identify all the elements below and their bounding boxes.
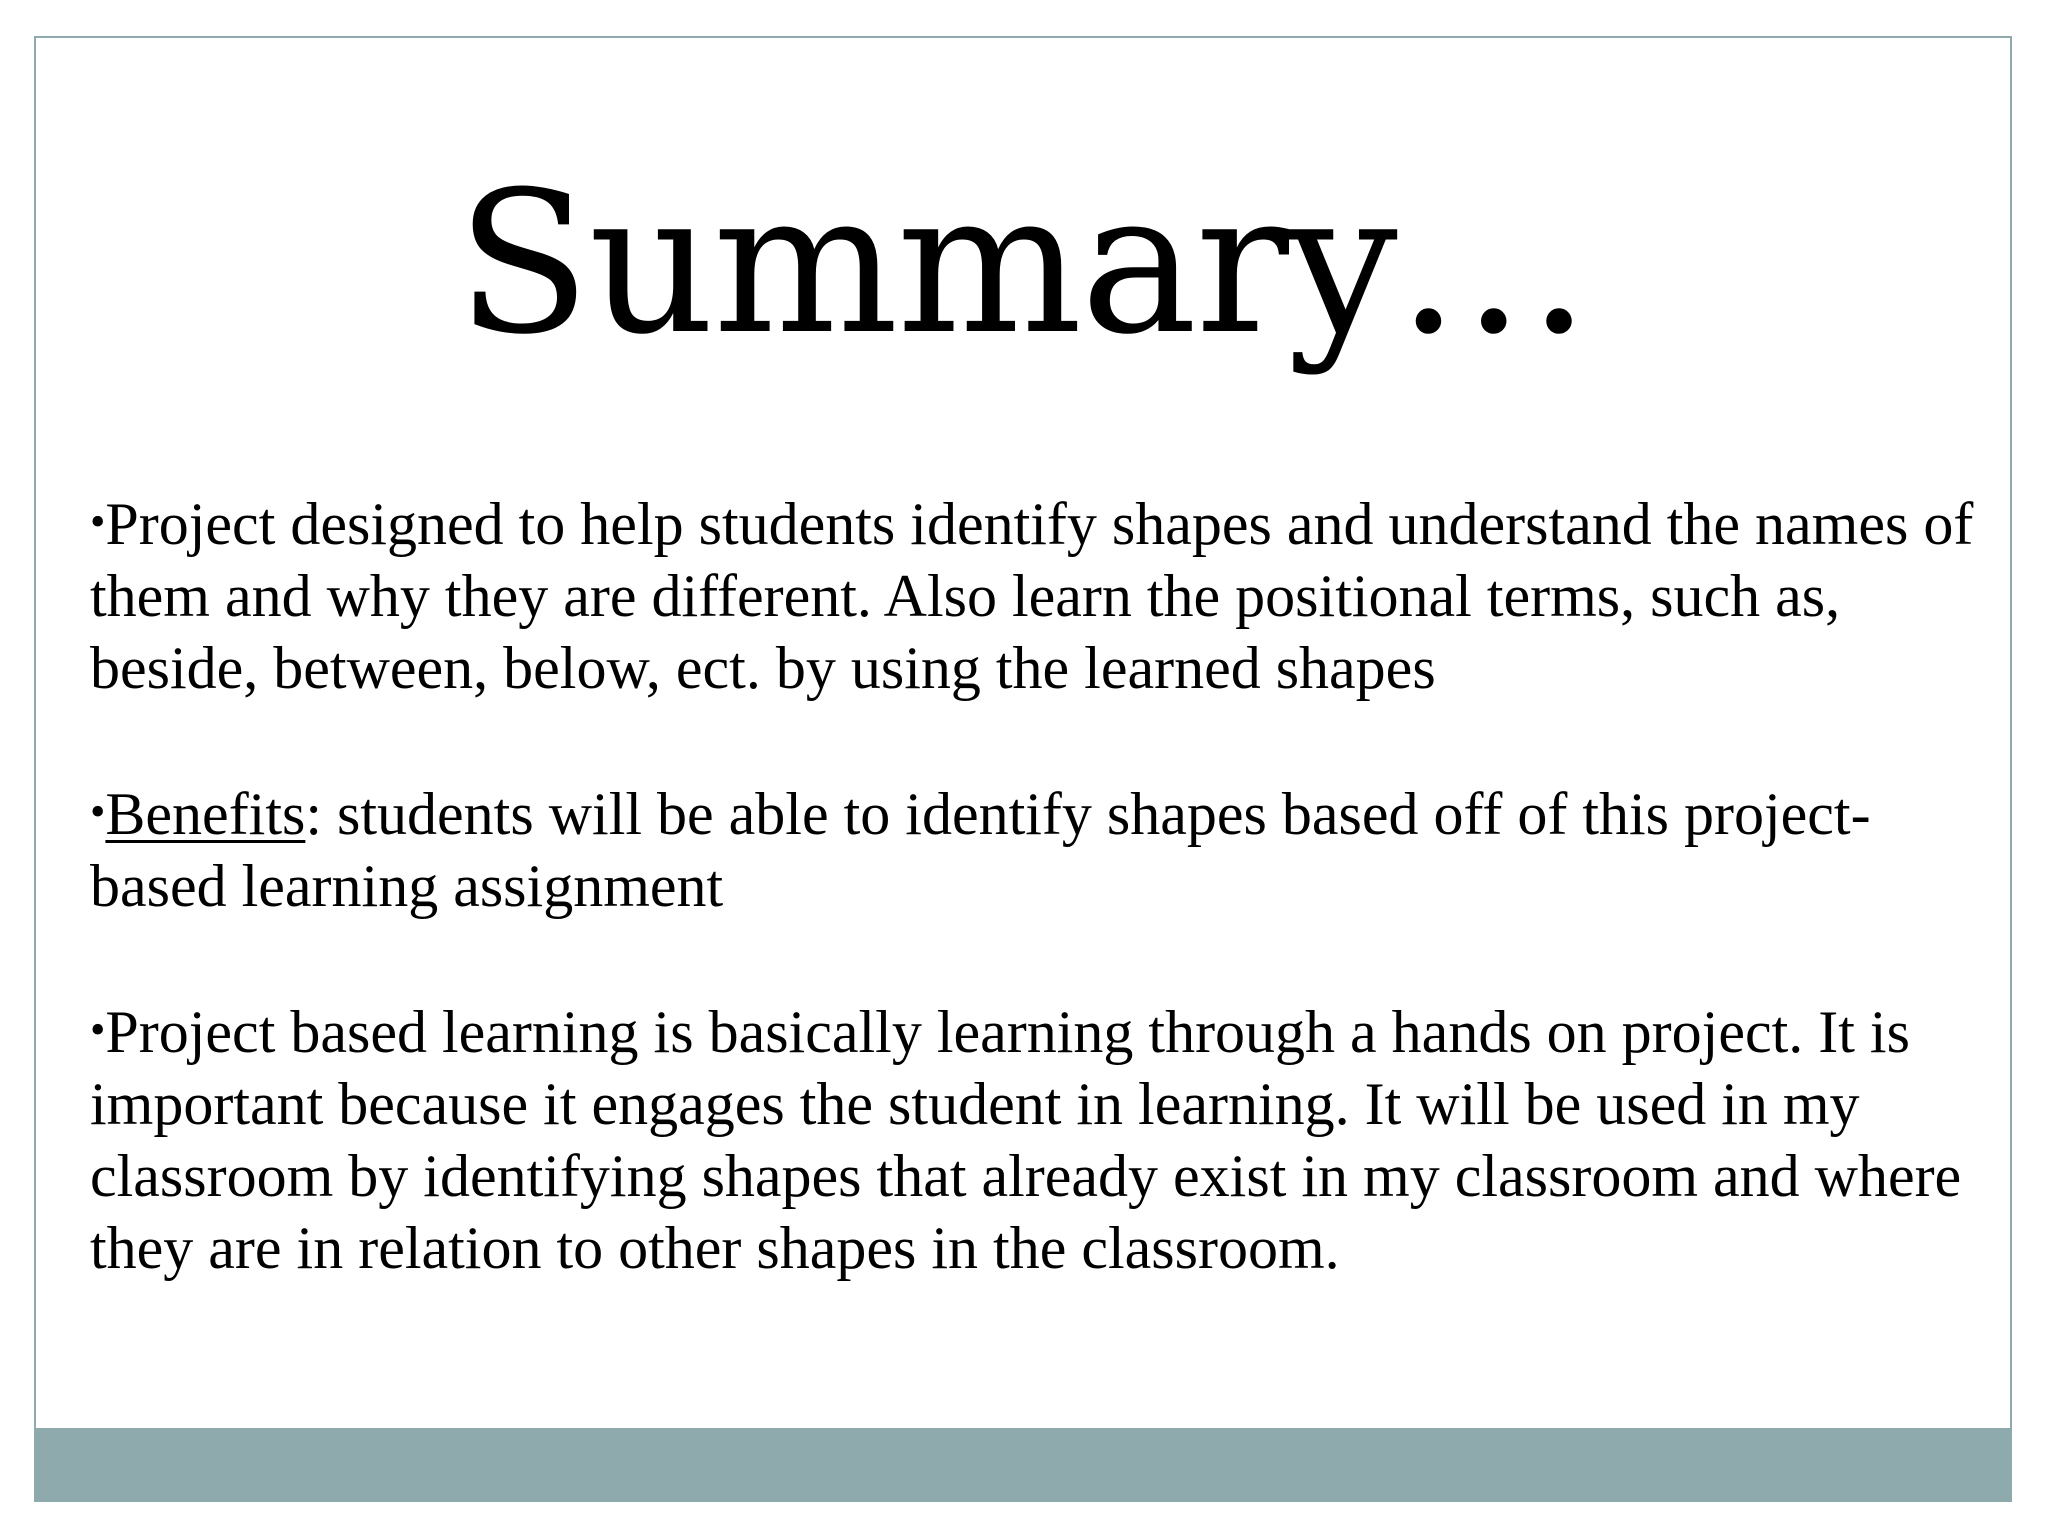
paragraph-text: : students will be able to identify shapes based off of this project-based learning assignment	[90, 781, 1871, 919]
slide	[34, 36, 2012, 1502]
bullet-paragraph-2	[90, 776, 1980, 922]
slide-body	[90, 486, 1980, 1284]
bullet-icon: •	[90, 787, 106, 836]
paragraph-text: Project designed to help students identify shapes and understand the names of them and why they are different. Also learn the positional terms, such as, beside, between, below, ect. by using the learned shapes	[90, 491, 1974, 701]
slide-title: Summary…	[456, 150, 1590, 378]
bullet-icon: •	[90, 1005, 106, 1054]
bullet-icon: •	[90, 497, 106, 546]
paragraph-text: Project based learning is basically learning through a hands on project. It is important because it engages the student in learning. It will be used in my classroom by identifying shapes that already exist in my classroom and where they are in relation to other shapes in the classroom.	[90, 999, 1962, 1281]
bullet-paragraph-1	[90, 486, 1980, 704]
benefits-label: Benefits	[105, 781, 306, 847]
bullet-paragraph-3	[90, 994, 1980, 1284]
footer-accent-bar	[36, 1428, 2010, 1500]
